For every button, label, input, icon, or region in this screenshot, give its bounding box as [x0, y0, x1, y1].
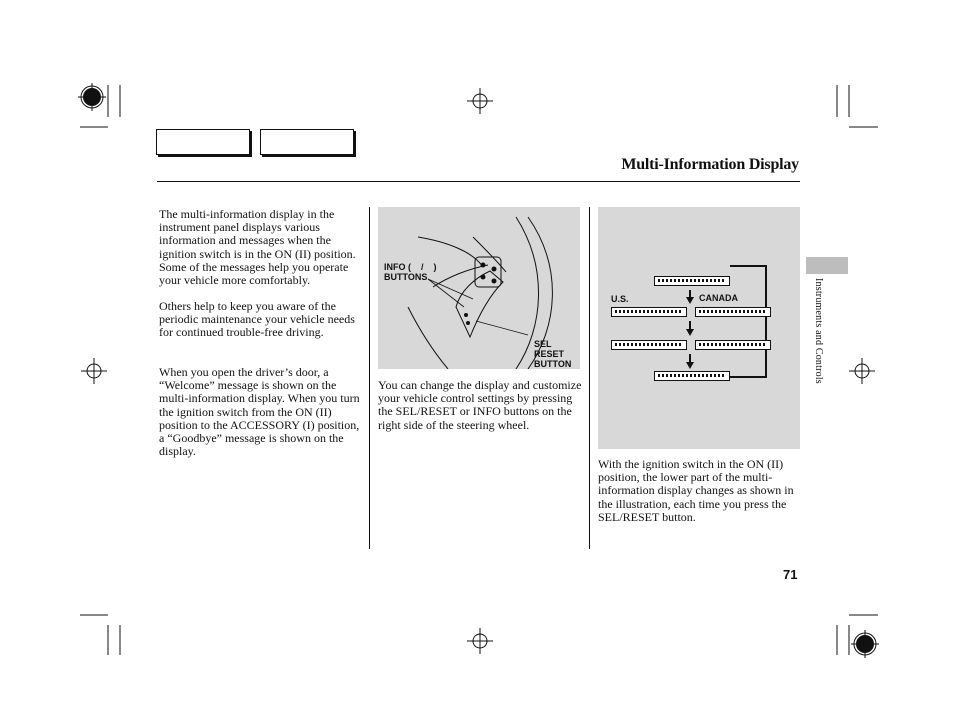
loop-line-top [730, 265, 766, 267]
arrow-stem-2 [689, 321, 691, 329]
buttons-label: BUTTONS [384, 272, 428, 282]
display-cycle-paragraph: With the ignition switch in the ON (II) position, the lower part of the multi-information display changes as shown in the illustration, each time you press the SEL/RESET button. [598, 457, 794, 524]
us-label: U.S. [611, 294, 629, 304]
section-label: Instruments and Controls [813, 278, 824, 384]
display-oil-life [654, 371, 730, 381]
display-us-tripa [611, 307, 687, 317]
sel-label: SEL [534, 339, 552, 349]
page-number: 71 [783, 567, 798, 582]
display-cycle-figure [598, 207, 800, 449]
display-odometer [654, 276, 730, 286]
nav-tab-box-1 [156, 129, 250, 155]
arrow-down-1 [686, 297, 694, 304]
arrow-stem-1 [689, 290, 691, 297]
sel-reset-button-label [534, 339, 571, 369]
arrow-down-2 [686, 329, 694, 336]
column-divider-2 [589, 207, 590, 549]
column-divider-1 [369, 207, 370, 549]
info-buttons-label [384, 262, 437, 282]
welcome-paragraph: When you open the driver’s door, a “Welcome” message is shown on the multi-information display. When you turn the ignition switch from the ON (II) position to the ACCESSORY (I) position, a “Goodbye” message is shown on the display. [159, 365, 360, 459]
display-canada-tripa [695, 307, 771, 317]
header-rule [157, 181, 800, 182]
reset-label: RESET [534, 349, 565, 359]
canada-label: CANADA [699, 293, 738, 303]
section-tab [806, 257, 848, 274]
nav-tab-box-2 [260, 129, 354, 155]
controls-paragraph: You can change the display and customize your vehicle control settings by pressing the SEL/RESET or INFO buttons on the right side of the steering wheel. [378, 378, 582, 432]
display-us-tripb [611, 340, 687, 350]
info-label: INFO ( / ) [384, 262, 437, 272]
arrow-stem-3 [689, 354, 691, 362]
loop-line-bottom [730, 376, 766, 378]
page-title: Multi-Information Display [621, 156, 799, 173]
button-label: BUTTON [534, 359, 572, 369]
loop-line-right [765, 265, 767, 378]
display-canada-tripb [695, 340, 771, 350]
arrow-down-3 [686, 362, 694, 369]
maintenance-paragraph: Others help to keep you aware of the periodic maintenance your vehicle needs for continued trouble-free driving. [159, 299, 355, 340]
intro-paragraph: The multi-information display in the instrument panel displays various information and messages when the ignition switch is in the ON (II) position. Some of the messages help you operate your vehicle more comfortably. [159, 207, 356, 288]
